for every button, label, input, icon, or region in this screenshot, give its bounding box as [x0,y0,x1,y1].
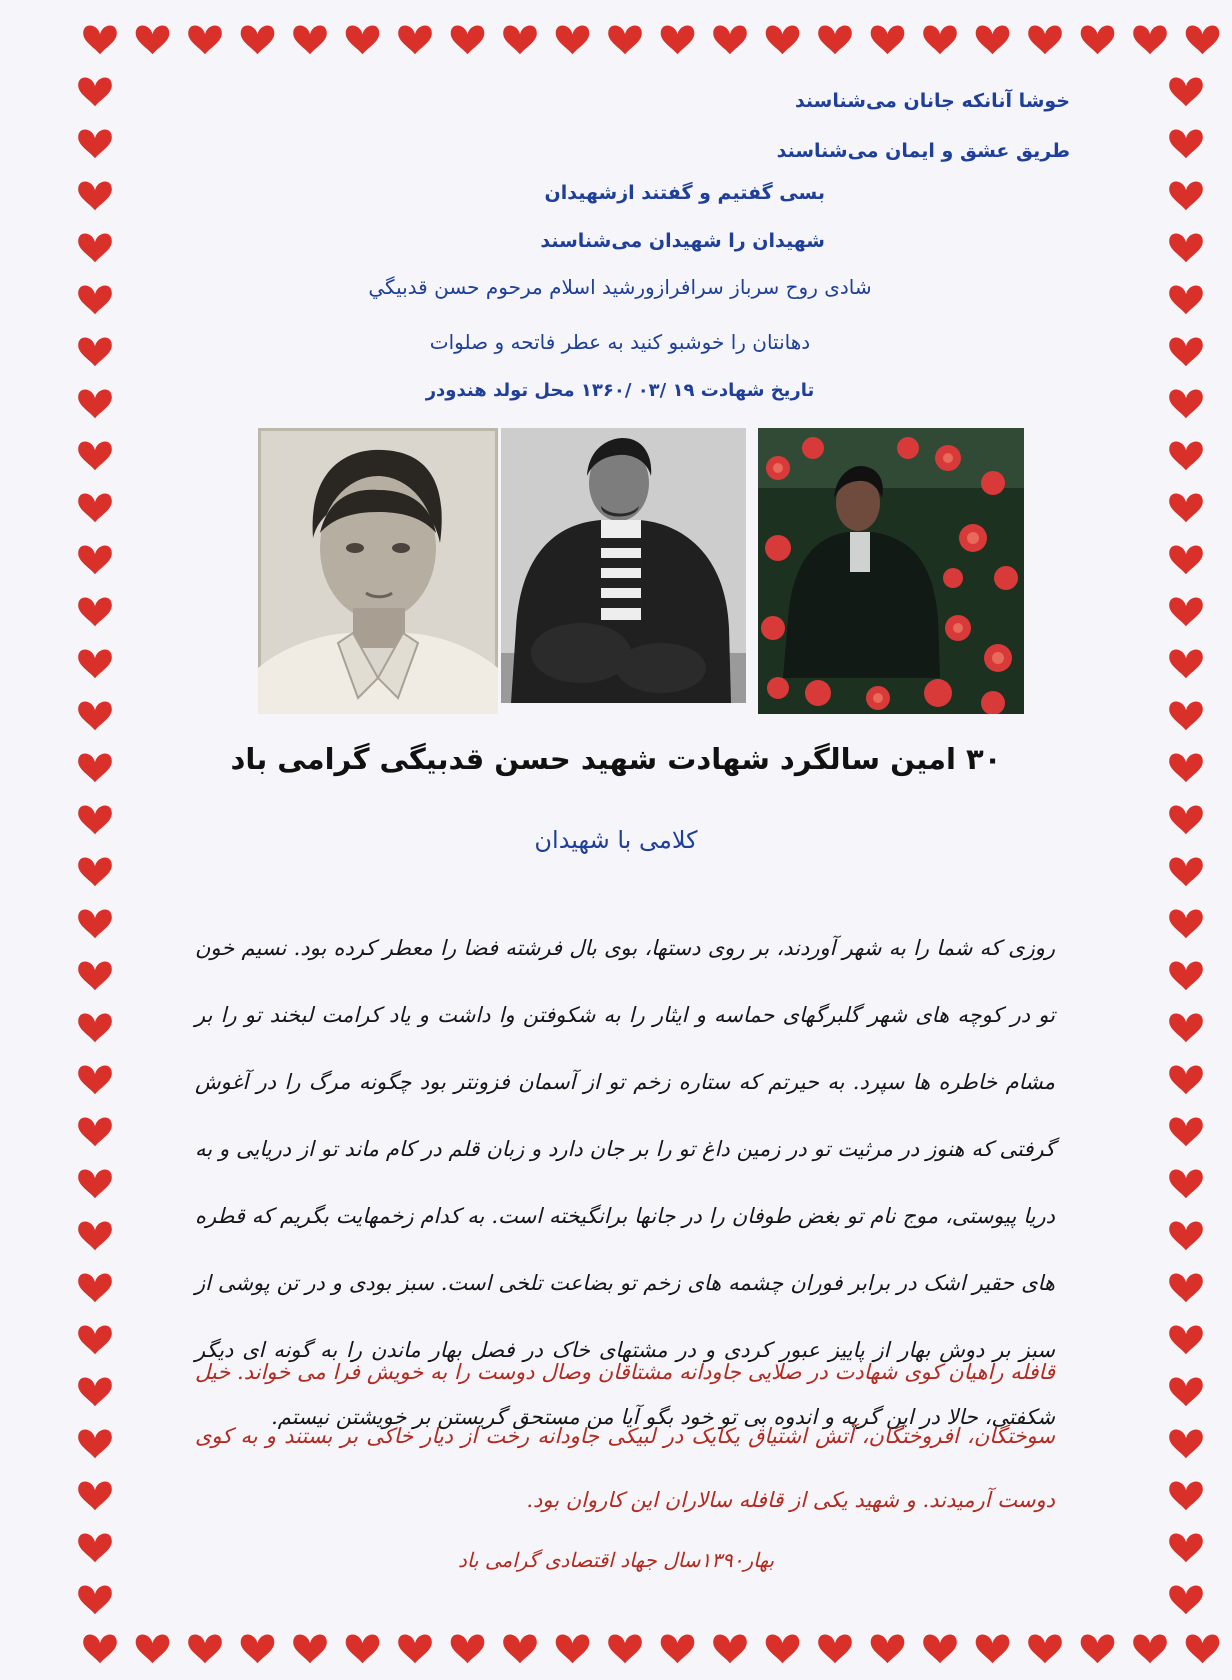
heart-icon [503,1634,537,1663]
heart-icon [1169,77,1203,106]
martyrdom-date-line: تاریخ شهادت ۱۹ /۰۳ /۱۳۶۰ محل تولد هندودر [425,380,815,401]
poem-line-2: طریق عشق و ایمان می‌شناسند [776,140,1070,162]
heart-icon [293,25,327,54]
heart-icon [871,25,905,54]
heart-icon [661,1634,695,1663]
heart-icon [398,25,432,54]
heart-icon [78,961,112,990]
poem-line-4: شهیدان را شهیدان می‌شناسند [540,230,825,252]
caravan-text: قافله راهیان کوی شهادت در صلایی جاودانه مشتاقان وصال دوست را به خویش فرا می خواند. خیل سوختگان، افروختگان، آتش اشتیاق یکایک در لبیکی جاودانه رخت از دیار خاکی بر بستند و به کوی دوست آرمیدند. و شهید یکی از قافله سالاران این کاروان بود. [195,1360,1055,1512]
heart-icon [1169,909,1203,938]
heart-icon [83,1634,117,1663]
heart-icon [1169,285,1203,314]
poem-line-1: خوشا آنانکه جانان می‌شناسند [794,90,1070,112]
heart-icon [818,25,852,54]
heart-icon [78,337,112,366]
heart-icon [1133,25,1167,54]
heart-icon [78,389,112,418]
heart-icon [1169,389,1203,418]
heart-icon [398,1634,432,1663]
heart-icon [78,1377,112,1406]
heart-icon [78,1429,112,1458]
heart-icon [83,25,117,54]
heart-icon [78,649,112,678]
heart-icon [78,285,112,314]
heart-icon [78,77,112,106]
heart-icon [78,181,112,210]
heart-icon [556,1634,590,1663]
section-subtitle: کلامی با شهیدان [534,826,698,854]
portrait-photo-youth [258,428,498,714]
heart-icon [293,1634,327,1663]
heart-icon [1169,1585,1203,1614]
poem-line-3: بسی گفتیم و گفتند ازشهیدان [544,182,825,204]
heart-icon [608,1634,642,1663]
heart-icon [78,1169,112,1198]
heart-icon [136,25,170,54]
heart-icon [713,1634,747,1663]
heart-icon [1081,1634,1115,1663]
heart-icon [451,1634,485,1663]
heart-icon [1169,181,1203,210]
heart-icon [1169,1325,1203,1354]
heart-icon [78,129,112,158]
heart-icon [78,597,112,626]
heart-icon [818,1634,852,1663]
heart-icon [241,1634,275,1663]
heart-icon [78,909,112,938]
photo-strip [258,428,1024,714]
heart-icon [1169,233,1203,262]
heart-icon [661,25,695,54]
heart-icon [1186,1634,1220,1663]
heart-icon [1169,441,1203,470]
heart-icon [1169,1221,1203,1250]
dedication-line-1: شادی روح سرباز سرافرازورشید اسلام مرحوم حسن قدبیگي [368,275,872,299]
heart-icon [78,1013,112,1042]
heart-icon [1169,701,1203,730]
heart-icon [346,25,380,54]
heart-icon [1169,961,1203,990]
heart-icon [78,1585,112,1614]
heart-icon [78,493,112,522]
heart-icon [188,25,222,54]
heart-icon [78,1117,112,1146]
dedication-line-2: دهانتان را خوشبو کنید به عطر فاتحه و صلوات [429,330,811,354]
heart-icon [78,545,112,574]
portrait-photo-jacket [501,428,746,703]
heart-icon [1186,25,1220,54]
heart-icon [1169,545,1203,574]
heart-icon [1169,1273,1203,1302]
heart-icon [1169,1013,1203,1042]
heart-icon [136,1634,170,1663]
heart-icon [78,1273,112,1302]
heart-icon [188,1634,222,1663]
heart-icon [1169,857,1203,886]
heart-icon [78,1221,112,1250]
heart-icon [503,25,537,54]
heart-icon [713,25,747,54]
heart-icon [1169,649,1203,678]
heart-icon [766,25,800,54]
footer-note: بهار۱۳۹۰سال جهاد اقتصادی گرامی باد [457,1548,775,1572]
heart-icon [1028,1634,1062,1663]
heart-icon [78,1481,112,1510]
heart-icon [1169,1065,1203,1094]
heart-icon [78,1065,112,1094]
heart-icon [241,25,275,54]
heart-icon [78,701,112,730]
heart-icon [78,233,112,262]
heart-icon [1169,337,1203,366]
heart-icon [78,857,112,886]
heart-icon [1169,1117,1203,1146]
heart-icon [1169,597,1203,626]
heart-icon [1133,1634,1167,1663]
heart-icon [1169,1481,1203,1510]
anniversary-title: ۳۰ امین سالگرد شهادت شهید حسن قدبیگی گرامی باد [230,742,1002,776]
heart-icon [1169,1429,1203,1458]
heart-icon [78,441,112,470]
heart-icon [976,1634,1010,1663]
heart-icon [923,1634,957,1663]
heart-icon [556,25,590,54]
heart-icon [78,1325,112,1354]
heart-icon [766,1634,800,1663]
heart-icon [1169,493,1203,522]
heart-icon [871,1634,905,1663]
heart-icon [1169,1377,1203,1406]
heart-icon [346,1634,380,1663]
heart-icon [976,25,1010,54]
heart-icon [451,25,485,54]
heart-icon [1169,1169,1203,1198]
heart-icon [1028,25,1062,54]
heart-icon [1081,25,1115,54]
heart-icon [1169,129,1203,158]
heart-icon [923,25,957,54]
heart-icon [608,25,642,54]
portrait-photo-roses [758,428,1024,714]
tribute-text: روزی که شما را به شهر آوردند، بر روی دستها، بوی بال فرشته فضا را معطر کرده بود. نسیم خون تو در کوچه های شهر گلبرگهای حماسه و ایثار را به شکوفتن وا داشت و یاد کرامت لبخند تو را بر مشام خاطره ها سپرد. به حیرتم که ستاره زخم تو از آسمان فزونتر بود چگونه مرگ را در آغوش گرفتی که هنوز در مرثیت تو در زمین داغ تو را بر جان دارد و زبان قلم در کام ماند تو از دریایی و به دریا پیوستی، موج نام تو بغض طوفان را در جانها برانگیخته است. به کدام زخمهایت بگریم که قطره های حقیر اشک در برابر فوران چشمه های زخم تو بضاعت تلخی است. سبز بودی و در تن پوشی از سبز بر دوش بهار از پاییز عبور کردی و در مشتهای خاک در فصل بهار ماندن را به گونه ای دیگر شکفتی، حالا در این گریه و اندوه بی تو خود بگو آیا من مستحق گریستن بر خویشتن نیستم. [195,936,1055,1429]
